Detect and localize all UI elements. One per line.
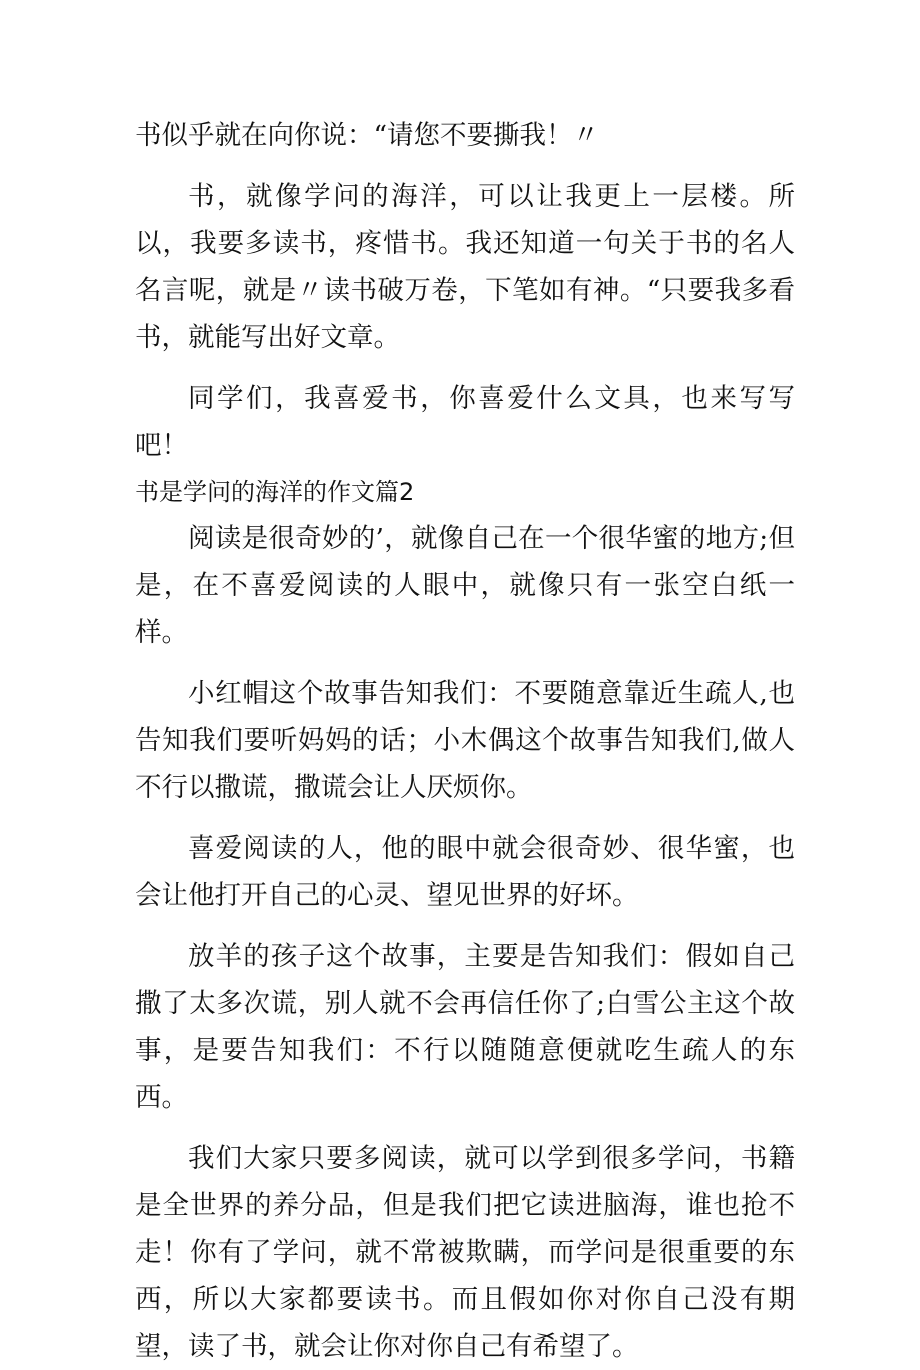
paragraph-2: 书，就像学问的海洋，可以让我更上一层楼。所以，我要多读书，疼惜书。我还知道一句关于书的名人名言呢，就是〃读书破万卷，下笔如有神。“只要我多看书，就能写出好文章。	[135, 181, 795, 353]
paragraph-1: 书似乎就在向你说：“请您不要撕我！〃	[135, 120, 600, 151]
paragraph-8: 我们大家只要多阅读，就可以学到很多学问，书籍是全世界的养分品，但是我们把它读进脑海，谁也抢不走！你有了学问，就不常被欺瞒，而学问是很重要的东西，所以大家都要读书。而且假如你对你自己没有期望，读了书，就会让你对你自己有希望了。	[135, 1143, 795, 1362]
paragraph-6: 喜爱阅读的人，他的眼中就会很奇妙、很华蜜，也会让他打开自己的心灵、望见世界的好坏。	[135, 833, 795, 911]
section-heading: 书是学问的海洋的作文篇2	[135, 478, 415, 506]
document-body	[135, 112, 795, 1370]
paragraph-5: 小红帽这个故事告知我们：不要随意靠近生疏人,也告知我们要听妈妈的话；小木偶这个故事告知我们,做人不行以撒谎，撒谎会让人厌烦你。	[135, 678, 795, 803]
paragraph-7: 放羊的孩子这个故事，主要是告知我们：假如自己撒了太多次谎，别人就不会再信任你了;白雪公主这个故事，是要告知我们：不行以随随意便就吃生疏人的东西。	[135, 941, 795, 1113]
paragraph-4: 阅读是很奇妙的’，就像自己在一个很华蜜的地方;但是，在不喜爱阅读的人眼中，就像只有一张空白纸一样。	[135, 523, 795, 648]
paragraph-3: 同学们，我喜爱书，你喜爱什么文具，也来写写吧！	[135, 383, 795, 461]
